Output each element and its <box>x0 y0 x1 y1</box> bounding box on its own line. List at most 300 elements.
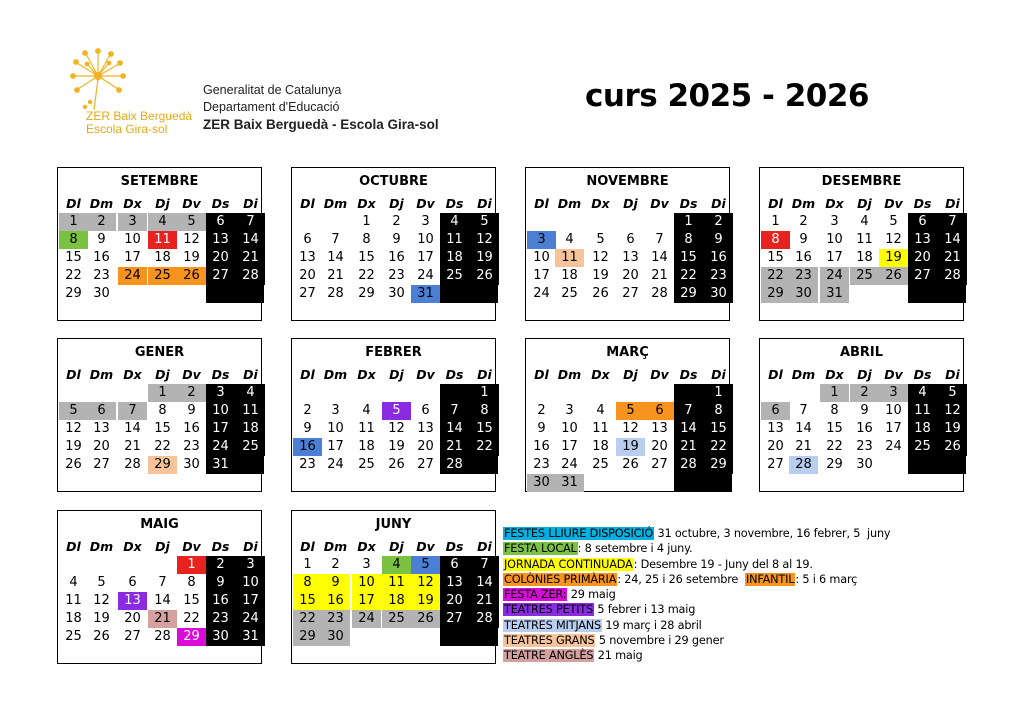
day-cell: 29 <box>674 285 703 303</box>
weekday-header: Ds <box>445 539 464 554</box>
day-cell: 19 <box>93 611 110 626</box>
day-cell: 5 <box>411 556 440 574</box>
day-cell: 22 <box>65 268 82 283</box>
legend-item <box>503 557 890 572</box>
day-cell: 19 <box>470 249 499 267</box>
day-cell: 5 <box>889 214 898 229</box>
weekday-header: Dj <box>389 196 404 211</box>
day-cell: 14 <box>651 250 668 265</box>
weekday-header: Di <box>243 539 258 554</box>
day-cell: 4 <box>382 556 411 574</box>
month-name: MARÇ <box>606 345 649 360</box>
day-cell: 8 <box>362 232 371 247</box>
day-cell: 21 <box>440 438 469 456</box>
weekday-header: Dx <box>123 196 142 211</box>
day-cell: 6 <box>303 232 312 247</box>
weekday-header: Dx <box>591 367 610 382</box>
day-cell: 27 <box>299 286 316 301</box>
weekday-header: Dv <box>416 196 435 211</box>
day-cell: 16 <box>856 421 873 436</box>
day-cell: 12 <box>622 421 639 436</box>
weekday-header: Dj <box>857 196 872 211</box>
legend-text: 5 novembre i 29 gener <box>595 634 724 648</box>
day-cell: 22 <box>470 438 499 456</box>
day-cell: 10 <box>533 250 550 265</box>
weekday-header: Dv <box>416 367 435 382</box>
day-cell: 5 <box>97 575 106 590</box>
weekday-header: Dv <box>182 367 201 382</box>
weekday-header: Di <box>945 367 960 382</box>
day-cell: 13 <box>206 231 235 249</box>
weekday-header: Di <box>243 196 258 211</box>
day-cell: 4 <box>69 575 78 590</box>
day-cell: 8 <box>293 574 322 592</box>
day-cell: 4 <box>362 403 371 418</box>
day-cell: 26 <box>177 267 206 285</box>
day-cell: 9 <box>537 421 546 436</box>
legend-item <box>503 648 890 663</box>
day-cell: 3 <box>362 557 371 572</box>
day-cell: 12 <box>388 421 405 436</box>
month-name: JUNY <box>375 517 412 532</box>
day-cell: 2 <box>850 384 879 402</box>
day-cell: 23 <box>533 457 550 472</box>
day-cell: 13 <box>440 574 469 592</box>
day-cell: 10 <box>561 421 578 436</box>
month-novembre <box>525 167 730 321</box>
day-cell: 6 <box>440 556 469 574</box>
weekday-header: Dv <box>182 196 201 211</box>
logo-line2: Escola Gira-sol <box>86 122 168 136</box>
day-cell: 24 <box>118 267 147 285</box>
day-cell: 24 <box>820 267 849 285</box>
day-cell: 22 <box>183 611 200 626</box>
day-cell: 2 <box>331 557 340 572</box>
day-cell: 3 <box>331 403 340 418</box>
month-name: ABRIL <box>839 345 884 360</box>
weekday-header: Di <box>711 367 726 382</box>
day-cell: 21 <box>674 438 703 456</box>
weekday-header: Dj <box>623 367 638 382</box>
day-cell: 2 <box>177 384 206 402</box>
day-cell: 28 <box>789 456 818 474</box>
day-cell: 25 <box>382 610 411 628</box>
weekday-header: Ds <box>679 196 698 211</box>
day-cell: 5 <box>938 384 967 402</box>
weekday-header: Ds <box>913 367 932 382</box>
day-cell: 2 <box>87 213 116 231</box>
legend-text: 5 febrer i 13 maig <box>594 603 696 617</box>
day-cell: 24 <box>236 610 265 628</box>
day-cell: 30 <box>388 286 405 301</box>
day-cell: 23 <box>789 267 818 285</box>
day-cell: 15 <box>358 250 375 265</box>
org-line3: ZER Baix Berguedà - Escola Gira-sol <box>203 117 439 132</box>
day-cell: 11 <box>856 232 873 247</box>
day-cell: 14 <box>124 421 141 436</box>
weekday-header: Dm <box>323 196 348 211</box>
day-cell: 14 <box>470 574 499 592</box>
day-cell: 7 <box>236 213 265 231</box>
day-cell: 13 <box>93 421 110 436</box>
org-line2: Departament d'Educació <box>203 100 340 114</box>
day-cell: 28 <box>124 457 141 472</box>
weekday-header: Dx <box>357 196 376 211</box>
day-cell: 25 <box>850 267 879 285</box>
day-cell: 17 <box>826 250 843 265</box>
day-cell: 14 <box>674 420 703 438</box>
weekday-header: Dx <box>825 367 844 382</box>
legend-text: : 5 i 6 març <box>795 572 858 586</box>
day-cell: 20 <box>622 268 639 283</box>
day-cell: 25 <box>908 438 937 456</box>
day-cell: 6 <box>421 403 430 418</box>
day-cell: 11 <box>382 574 411 592</box>
day-cell: 28 <box>154 629 171 644</box>
day-cell: 8 <box>674 231 703 249</box>
day-cell: 9 <box>303 421 312 436</box>
day-cell: 20 <box>124 611 141 626</box>
day-cell: 31 <box>206 456 235 474</box>
day-cell: 1 <box>771 214 780 229</box>
day-cell: 27 <box>417 457 434 472</box>
day-cell: 19 <box>388 439 405 454</box>
day-cell: 6 <box>626 232 635 247</box>
day-cell: 21 <box>327 268 344 283</box>
day-cell: 27 <box>440 610 469 628</box>
day-cell: 24 <box>206 438 235 456</box>
day-cell: 4 <box>440 213 469 231</box>
weekday-header: Ds <box>913 196 932 211</box>
day-cell: 16 <box>533 439 550 454</box>
day-cell: 23 <box>206 610 235 628</box>
day-cell: 17 <box>124 250 141 265</box>
day-cell: 21 <box>236 249 265 267</box>
day-cell: 14 <box>795 421 812 436</box>
day-cell: 6 <box>206 213 235 231</box>
day-cell: 10 <box>826 232 843 247</box>
day-cell: 1 <box>470 384 499 402</box>
legend-label: FESTES LLIURE DISPOSICIÓ <box>504 527 654 540</box>
day-cell: 7 <box>799 403 808 418</box>
day-cell: 9 <box>206 574 235 592</box>
day-cell: 22 <box>826 439 843 454</box>
day-cell: 10 <box>885 403 902 418</box>
day-cell: 7 <box>440 402 469 420</box>
day-cell: 30 <box>321 628 350 646</box>
day-cell: 30 <box>183 457 200 472</box>
legend-label: INFANTIL <box>745 572 795 586</box>
legend-item <box>503 633 890 648</box>
month-name: DESEMBRE <box>821 174 902 189</box>
day-cell: 11 <box>592 421 609 436</box>
day-cell: 12 <box>592 250 609 265</box>
day-cell: 19 <box>183 250 200 265</box>
day-cell: 27 <box>622 286 639 301</box>
day-cell: 15 <box>65 250 82 265</box>
month-name: FEBRER <box>365 345 422 360</box>
day-cell: 19 <box>616 438 645 456</box>
day-cell: 22 <box>293 610 322 628</box>
weekday-header: Dj <box>389 367 404 382</box>
day-cell: 27 <box>93 457 110 472</box>
day-cell: 17 <box>533 268 550 283</box>
day-cell: 7 <box>118 402 147 420</box>
day-cell: 5 <box>177 213 206 231</box>
day-cell: 22 <box>704 438 733 456</box>
day-cell: 3 <box>527 231 556 249</box>
day-cell: 9 <box>97 232 106 247</box>
day-cell: 16 <box>206 592 235 610</box>
day-cell: 28 <box>938 267 967 285</box>
month-juny <box>291 510 496 664</box>
weekday-header: Di <box>243 367 258 382</box>
day-cell: 2 <box>303 403 312 418</box>
day-cell: 7 <box>331 232 340 247</box>
weekday-header: Ds <box>445 367 464 382</box>
day-cell: 22 <box>154 439 171 454</box>
day-cell: 11 <box>236 402 265 420</box>
day-cell: 6 <box>908 213 937 231</box>
weekday-header: Dl <box>300 539 315 554</box>
day-cell: 5 <box>470 213 499 231</box>
day-cell: 23 <box>299 457 316 472</box>
day-cell: 22 <box>674 267 703 285</box>
day-cell: 1 <box>704 384 733 402</box>
day-cell: 16 <box>388 250 405 265</box>
weekday-header: Dl <box>768 367 783 382</box>
weekday-header: Dj <box>155 196 170 211</box>
legend-text: 31 octubre, 3 novembre, 16 febrer, 5 juny <box>654 527 891 540</box>
day-cell: 27 <box>651 457 668 472</box>
day-cell: 4 <box>148 213 177 231</box>
weekday-header: Dx <box>123 367 142 382</box>
day-cell: 13 <box>118 592 147 610</box>
day-cell: 29 <box>704 456 733 474</box>
day-cell: 12 <box>183 232 200 247</box>
day-cell: 7 <box>655 232 664 247</box>
day-cell: 22 <box>761 267 790 285</box>
day-cell: 24 <box>885 439 902 454</box>
day-cell: 20 <box>440 592 469 610</box>
day-cell: 28 <box>470 610 499 628</box>
day-cell: 19 <box>65 439 82 454</box>
day-cell: 27 <box>908 267 937 285</box>
day-cell: 21 <box>938 249 967 267</box>
legend-text: 29 maig <box>567 588 616 602</box>
day-cell: 17 <box>206 420 235 438</box>
weekday-header: Dv <box>650 367 669 382</box>
day-cell: 25 <box>148 267 177 285</box>
day-cell: 18 <box>561 268 578 283</box>
weekday-header: Dm <box>89 196 114 211</box>
day-cell: 24 <box>533 286 550 301</box>
month-abril <box>759 338 964 492</box>
weekday-header: Dl <box>300 367 315 382</box>
day-cell: 8 <box>761 231 790 249</box>
month-desembre <box>759 167 964 321</box>
day-cell: 26 <box>470 267 499 285</box>
legend-label: TEATRES GRANS <box>504 634 595 648</box>
weekday-header: Dm <box>791 196 816 211</box>
weekday-header: Ds <box>211 539 230 554</box>
weekday-header: Dx <box>825 196 844 211</box>
day-cell: 7 <box>470 556 499 574</box>
day-cell: 7 <box>674 402 703 420</box>
day-cell: 2 <box>799 214 808 229</box>
day-cell: 26 <box>592 286 609 301</box>
day-cell: 15 <box>470 420 499 438</box>
day-cell: 15 <box>674 249 703 267</box>
day-cell: 15 <box>704 420 733 438</box>
day-cell: 4 <box>236 384 265 402</box>
day-cell: 23 <box>93 268 110 283</box>
day-cell: 17 <box>327 439 344 454</box>
legend-item <box>503 602 890 617</box>
day-cell: 23 <box>183 439 200 454</box>
day-cell: 20 <box>767 439 784 454</box>
month-maig <box>57 510 262 664</box>
day-cell: 21 <box>470 592 499 610</box>
day-cell: 25 <box>236 438 265 456</box>
day-cell: 19 <box>879 249 908 267</box>
day-cell: 3 <box>879 384 908 402</box>
month-febrer <box>291 338 496 492</box>
weekday-header: Dl <box>66 367 81 382</box>
day-cell: 16 <box>293 438 322 456</box>
day-cell: 20 <box>417 439 434 454</box>
day-cell: 8 <box>158 403 167 418</box>
day-cell: 17 <box>352 592 381 610</box>
day-cell: 1 <box>362 214 371 229</box>
day-cell: 30 <box>527 474 556 492</box>
legend-label: TEATRES MITJANS <box>504 618 602 632</box>
day-cell: 6 <box>128 575 137 590</box>
weekday-header: Ds <box>211 196 230 211</box>
day-cell: 29 <box>148 456 177 474</box>
weekday-header: Dv <box>884 367 903 382</box>
weekday-header: Dj <box>389 539 404 554</box>
day-cell: 15 <box>183 593 200 608</box>
day-cell: 24 <box>561 457 578 472</box>
month-març <box>525 338 730 492</box>
day-cell: 30 <box>704 285 733 303</box>
day-cell: 3 <box>565 403 574 418</box>
month-name: NOVEMBRE <box>586 174 669 189</box>
day-cell: 1 <box>303 557 312 572</box>
organization-block <box>203 82 439 133</box>
day-cell: 8 <box>59 231 88 249</box>
day-cell: 13 <box>767 421 784 436</box>
day-cell: 9 <box>187 403 196 418</box>
legend-label: FESTA LOCAL <box>504 542 577 556</box>
day-cell: 22 <box>358 268 375 283</box>
day-cell: 10 <box>124 232 141 247</box>
day-cell: 16 <box>93 250 110 265</box>
weekday-header: Dl <box>66 539 81 554</box>
day-cell: 18 <box>908 420 937 438</box>
legend-item <box>503 526 890 541</box>
weekday-header: Dv <box>416 539 435 554</box>
month-name: OCTUBRE <box>359 174 428 189</box>
day-cell: 29 <box>761 285 790 303</box>
day-cell: 2 <box>392 214 401 229</box>
weekday-header: Dv <box>182 539 201 554</box>
month-setembre <box>57 167 262 321</box>
day-cell: 17 <box>236 592 265 610</box>
day-cell: 3 <box>421 214 430 229</box>
day-cell: 18 <box>154 250 171 265</box>
day-cell: 13 <box>622 250 639 265</box>
day-cell: 18 <box>358 439 375 454</box>
day-cell: 12 <box>938 402 967 420</box>
day-cell: 29 <box>65 286 82 301</box>
day-cell: 20 <box>299 268 316 283</box>
day-cell: 20 <box>206 249 235 267</box>
legend-label: JORNADA CONTINUADA <box>504 557 633 571</box>
day-cell: 2 <box>537 403 546 418</box>
weekday-header: Di <box>477 196 492 211</box>
day-cell: 23 <box>856 439 873 454</box>
legend-item <box>503 572 890 587</box>
day-cell: 11 <box>440 231 469 249</box>
day-cell: 23 <box>388 268 405 283</box>
day-cell: 18 <box>382 592 411 610</box>
day-cell: 15 <box>154 421 171 436</box>
weekday-header: Dm <box>89 539 114 554</box>
day-cell: 19 <box>592 268 609 283</box>
weekday-header: Dm <box>323 367 348 382</box>
day-cell: 3 <box>830 214 839 229</box>
day-cell: 10 <box>327 421 344 436</box>
day-cell: 9 <box>321 574 350 592</box>
day-cell: 11 <box>908 402 937 420</box>
month-name: SETEMBRE <box>120 174 199 189</box>
day-cell: 29 <box>826 457 843 472</box>
day-cell: 1 <box>820 384 849 402</box>
day-cell: 18 <box>856 250 873 265</box>
day-cell: 8 <box>187 575 196 590</box>
day-cell: 27 <box>124 629 141 644</box>
day-cell: 3 <box>206 384 235 402</box>
legend <box>503 526 890 664</box>
day-cell: 21 <box>124 439 141 454</box>
weekday-header: Dj <box>857 367 872 382</box>
day-cell: 6 <box>87 402 116 420</box>
day-cell: 14 <box>327 250 344 265</box>
weekday-header: Dl <box>768 196 783 211</box>
month-name: MAIG <box>140 517 179 532</box>
day-cell: 16 <box>704 249 733 267</box>
day-cell: 27 <box>767 457 784 472</box>
day-cell: 4 <box>565 232 574 247</box>
day-cell: 11 <box>358 421 375 436</box>
day-cell: 31 <box>411 285 440 303</box>
day-cell: 28 <box>236 267 265 285</box>
weekday-header: Di <box>711 196 726 211</box>
weekday-header: Dl <box>534 196 549 211</box>
day-cell: 10 <box>352 574 381 592</box>
day-cell: 13 <box>417 421 434 436</box>
day-cell: 1 <box>148 384 177 402</box>
month-octubre <box>291 167 496 321</box>
day-cell: 12 <box>65 421 82 436</box>
sunflower-logo-icon <box>68 44 128 114</box>
day-cell: 8 <box>830 403 839 418</box>
day-cell: 8 <box>470 402 499 420</box>
legend-label: TEATRES PETITS <box>504 603 593 617</box>
day-cell: 12 <box>93 593 110 608</box>
